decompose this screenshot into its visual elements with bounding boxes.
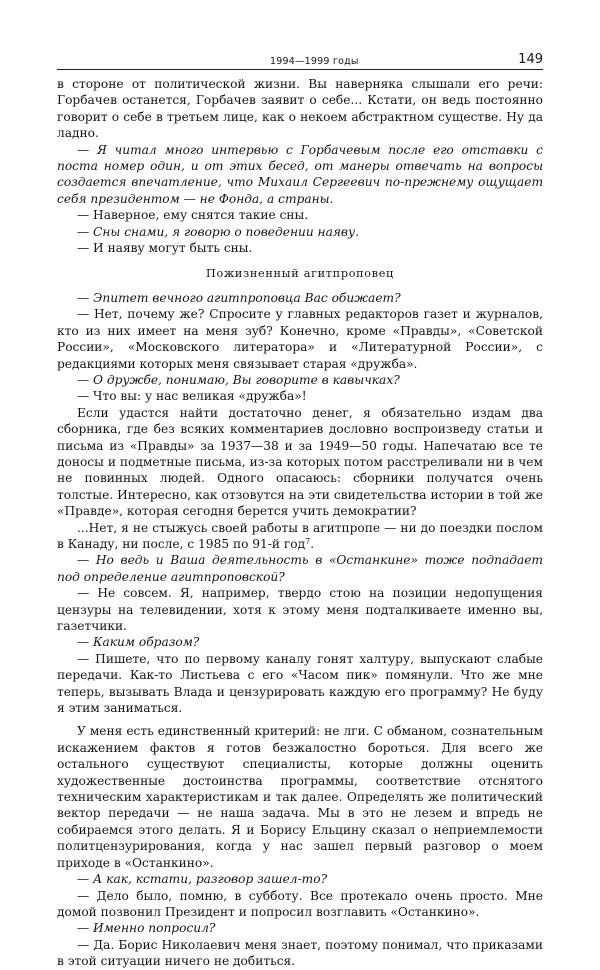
paragraph <box>57 651 543 717</box>
paragraph-text: в стороне от политической жизни. Вы наверняка слышали его речи: Горбачев останется, Горбачев заявит о себе... Кстати, он ведь постоянно говорит о себе в третьем лице, как о некоем абстрактном существе. Ну да ладно. <box>57 77 543 141</box>
paragraph <box>57 240 543 256</box>
paragraph-text: — Пишете, что по первому каналу гонят халтуру, выпускают слабые передачи. Как-то Листьева с его «Часом пик» помянули. Что же мне теперь, вызывать Влада и цензурировать каждую его программу? Не буду я этим заниматься. <box>57 651 543 716</box>
paragraph-text: — Каким образом? <box>77 635 200 650</box>
text-block-before-heading <box>57 76 543 256</box>
paragraph <box>57 405 543 520</box>
running-head: 1994—1999 годы <box>270 56 359 67</box>
paragraph-text: — Что вы: у нас великая «дружба»! <box>77 389 307 404</box>
paragraph <box>57 585 543 634</box>
question-paragraph <box>57 871 543 887</box>
paragraph-text: — Но ведь и Ваша деятельность в «Останкине» тоже подпадает под определение агитпроповской? <box>57 553 543 584</box>
paragraph-text: — А как, кстати, разговор зашел-то? <box>77 872 328 887</box>
section-title: Пожизненный агитпроповец <box>206 267 394 281</box>
paragraph-text: — О дружбе, понимаю, Вы говорите в кавычках? <box>77 372 400 387</box>
paragraph <box>57 388 543 404</box>
question-paragraph <box>57 920 543 936</box>
paragraph-text: — Сны снами, я говорю о поведении наяву. <box>77 224 359 239</box>
paragraph-text: ...Нет, я не стыжусь своей работы в агитпропе — ни до поездки послом в Канаду, ни после, с 1985 по 91-й год <box>57 520 543 551</box>
paragraph <box>57 937 543 970</box>
text-block-after-heading <box>57 290 543 970</box>
paragraph-text: Если удастся найти достаточно денег, я обязательно издам два сборника, где без всяких комментариев дословно воспроизведу статьи и письма из «Правды» за 1937—38 и за 1949—50 годы. Напечатаю все те доносы и подметные письма, из-за которых потом расстреливали ни в чем не повинных людей. Одного опасаюсь: сборники получатся очень толстые. Интересно, как отзовутся на эти свидетельства истории в той же «Правде», которая сегодня берется учить демократии? <box>57 405 543 519</box>
paragraph <box>57 306 543 372</box>
question-paragraph <box>57 142 543 208</box>
paragraph-text: — Дело было, помню, в субботу. Все протекало очень просто. Мне домой позвонил Президент и попросил возглавить «Останкино». <box>57 888 543 919</box>
paragraph-text: — Я читал много интервью с Горбачевым после его отставки с поста номер один, и от этих бесед, от манеры отвечать на вопросы создается впечатление, что Михаил Сергеевич по-прежнему ощущает себя президентом — не Фонда, а страны. <box>57 142 543 206</box>
page-body <box>57 76 543 970</box>
page-number: 149 <box>518 52 543 67</box>
question-paragraph <box>57 634 543 650</box>
paragraph-text-tail: . <box>310 536 315 551</box>
paragraph <box>57 888 543 921</box>
paragraph-text: — Эпитет вечного агитпроповца Вас обижает? <box>77 290 401 305</box>
question-paragraph <box>57 290 543 306</box>
paragraph-text: — Наверное, ему снятся такие сны. <box>77 208 309 223</box>
question-paragraph <box>57 372 543 388</box>
paragraph-text: — Не совсем. Я, например, твердо стою на позиции недопущения цензуры на телевидении, хотя к этому меня подталкиваете именно вы, газетчики. <box>57 586 543 633</box>
paragraph <box>57 207 543 223</box>
paragraph <box>57 76 543 142</box>
paragraph <box>57 723 543 871</box>
question-paragraph <box>57 224 543 240</box>
paragraph <box>57 520 543 553</box>
paragraph-text: — Да. Борис Николаевич меня знает, поэтому понимал, что приказами в этой ситуации ничего не добиться. <box>57 937 543 969</box>
footnote-marker: 7 <box>305 536 311 546</box>
paragraph-text: — Именно попросил? <box>77 921 216 936</box>
paragraph-text: — Нет, почему же? Спросите у главных редакторов газет и журналов, кто из них имеет на меня зуб? Конечно, кроме «Правды», «Советской России», «Московского литератора» и «Литературной России», с редакциями которых меня связывает старая «дружба». <box>57 307 543 371</box>
page-header <box>57 51 543 70</box>
question-paragraph <box>57 552 543 585</box>
paragraph-text: — И наяву могут быть сны. <box>77 241 253 256</box>
paragraph-text: У меня есть единственный критерий: не лги. С обманом, сознательным искажением фактов я готов безжалостно бороться. Для всего же остального существуют специалисты, которые должны оценить художественные достоинства программы, соответствие отснятого техническим характеристикам и так далее. Определять же политический вектор передачи — не наша задача. Мы в это не лезем и впредь не собираемся этого делать. Я и Борису Ельцину сказал о неприемлемости политцензурирования, когда у нас зашел первый разговор о моем приходе в «Останкино». <box>57 724 543 870</box>
